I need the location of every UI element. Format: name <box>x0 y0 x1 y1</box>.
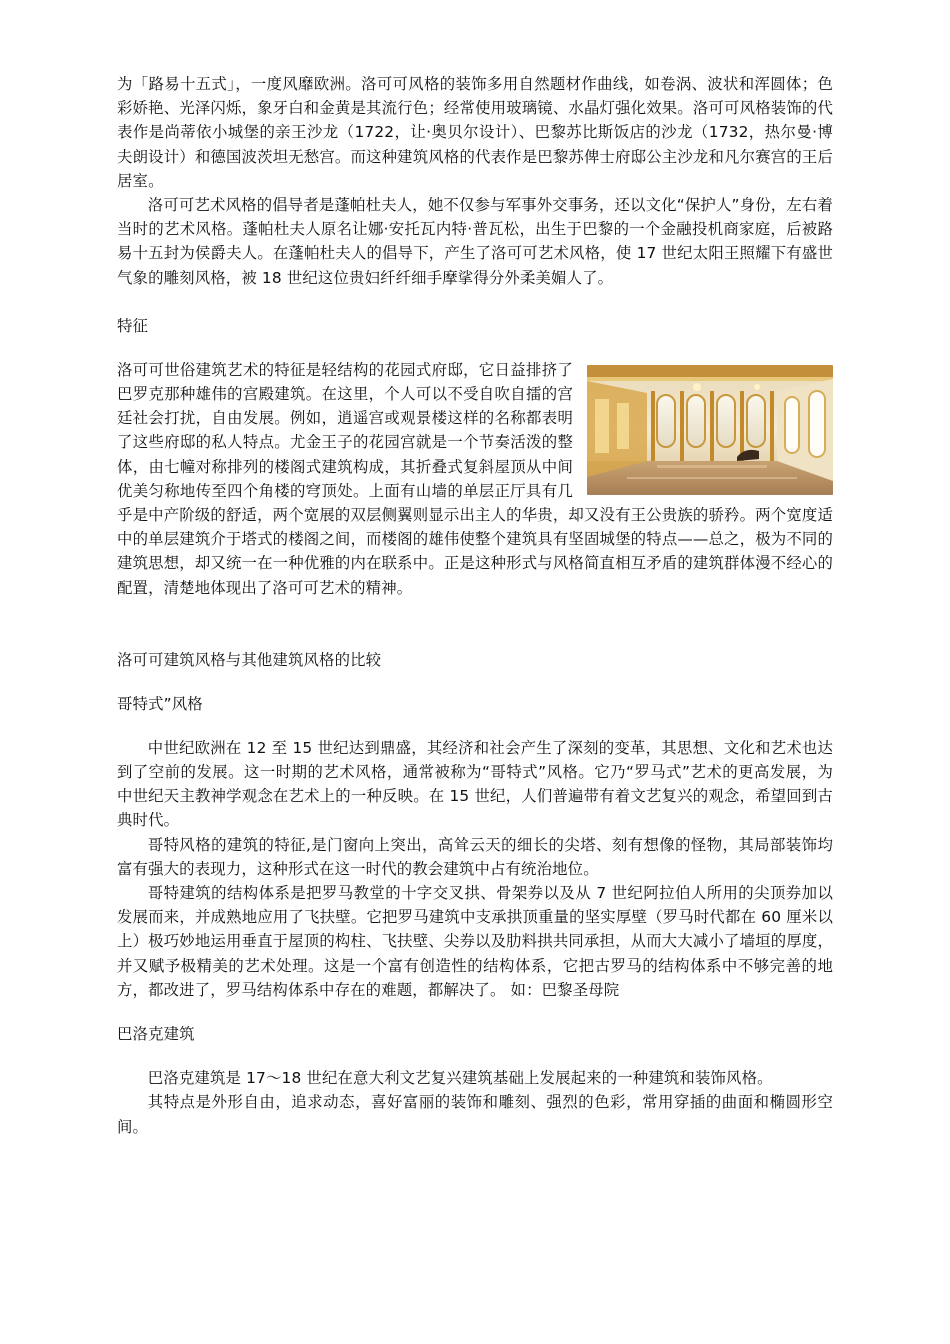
document-page <box>117 72 833 1139</box>
baroque-paragraph-1: 巴洛克建筑是 17～18 世纪在意大利文艺复兴建筑基础上发展起来的一种建筑和装饰风格。 <box>147 1069 773 1088</box>
gothic-paragraph-2: 哥特风格的建筑的特征,是门窗向上突出，高耸云天的细长的尖塔、刻有想像的怪物，其局部装饰均富有强大的表现力，这种形式在这一时代的教会建筑中占有统治地位。 <box>117 835 833 878</box>
intro-paragraph-1: 为「路易十五式」，一度风靡欧洲。洛可可风格的装饰多用自然题材作曲线，如卷涡、波状和浑圆体；色彩娇艳、光泽闪烁，象牙白和金黄是其流行色；经常使用玻璃镜、水晶灯强化效果。洛可可风格装饰的代表作是尚蒂依小城堡的亲王沙龙（1722，让·奥贝尔设计）、巴黎苏比斯饭店的沙龙（1732，热尔曼·博夫朗设计）和德国波茨坦无愁宫。而这种建筑风格的代表作是巴黎苏俾士府邸公主沙龙和凡尔赛宫的王后居室。 <box>117 75 833 190</box>
section-heading-comparison: 洛可可建筑风格与其他建筑风格的比较 <box>117 650 382 669</box>
gothic-paragraph-3: 哥特建筑的结构体系是把罗马教堂的十字交叉拱、骨架券以及从 7 世纪阿拉伯人所用的尖顶券加以发展而来，并成熟地应用了飞扶壁。它把罗马建筑中支承拱顶重量的坚实厚壁（罗马时代都在 60 厘米以上）极巧妙地运用垂直于屋顶的构柱、飞扶壁、尖券以及肋料拱共同承担，从而大大减小了墙垣的厚度，并又赋予极精美的艺术处理。这是一个富有创造性的结构体系，它把古罗马的结构体系中不够完善的地方，都改进了，罗马结构体系中存在的难题，都解决了。 如：巴黎圣母院 <box>117 884 833 999</box>
features-paragraph: 洛可可世俗建筑艺术的特征是轻结构的花园式府邸，它日益排挤了巴罗克那种雄伟的宫殿建筑。在这里，个人可以不受自吹自擂的宫廷社会打扰，自由发展。例如，逍遥宫或观景楼这样的名称都表明了这些府邸的私人特点。尤金王子的花园宫就是一个节奏活泼的整体，由七幢对称排列的楼阁式建筑构成，其折叠式复斜屋顶从中间优美匀称地传至四个角楼的穹顶处。上面有山墙的单层正厅具有几乎是中产阶级的舒适，两个宽展的双层侧翼则显示出主人的华贵，却又没有王公贵族的骄矜。两个宽度适中的单层建筑介于塔式的楼阁之间，而楼阁的雄伟使整个建筑具有坚固城堡的特点——总之，极为不同的建筑思想，却又统一在一种优雅的内在联系中。正是这种形式与风格简直相互矛盾的建筑群体漫不经心的配置，清楚地体现出了洛可可艺术的精神。 <box>117 360 833 597</box>
subsection-heading-gothic: 哥特式”风格 <box>117 694 203 713</box>
rococo-palace-hall-photo-icon <box>587 365 833 495</box>
section-heading-features: 特征 <box>117 316 149 335</box>
subsection-heading-baroque: 巴洛克建筑 <box>117 1025 195 1044</box>
intro-paragraph-2: 洛可可艺术风格的倡导者是蓬帕杜夫人，她不仅参与军事外交事务，还以文化“保护人”身份，左右着当时的艺术风格。蓬帕杜夫人原名让娜·安托瓦内特·普瓦松，出生于巴黎的一个金融投机商家庭，后被路易十五封为侯爵夫人。在蓬帕杜夫人的倡导下，产生了洛可可艺术风格，使 17 世纪太阳王照耀下有盛世气象的雕刻风格，被 18 世纪这位贵妇纤纤细手摩挲得分外柔美媚人了。 <box>117 196 833 287</box>
gothic-paragraph-1: 中世纪欧洲在 12 至 15 世纪达到鼎盛，其经济和社会产生了深刻的变革，其思想、文化和艺术也达到了空前的发展。这一时期的艺术风格，通常被称为“哥特式”风格。它乃“罗马式”艺术的更高发展，为中世纪天主教神学观念在艺术上的一种反映。在 15 世纪，人们普遍带有着文艺复兴的观念，希望回到古典时代。 <box>117 738 833 830</box>
baroque-paragraph-2: 其特点是外形自由，追求动态，喜好富丽的装饰和雕刻、强烈的色彩，常用穿插的曲面和椭圆形空间。 <box>117 1093 833 1136</box>
palace-hall-photo <box>587 365 833 495</box>
